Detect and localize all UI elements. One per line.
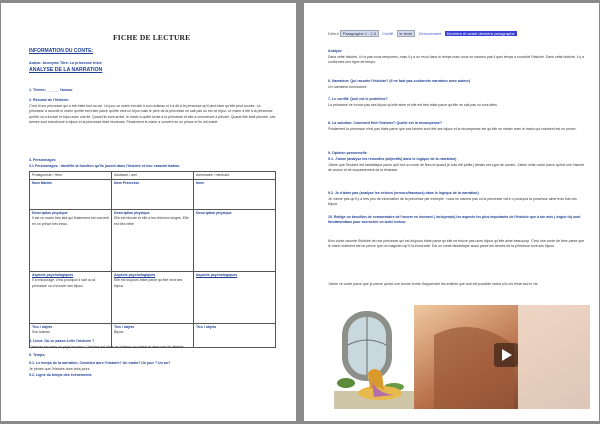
princess-illustration <box>334 305 426 409</box>
physical-label: Description physique <box>114 211 150 216</box>
toolbar-intro: Début <box>328 31 339 36</box>
answer-8: Finalement la princesse n'est pas triste parce que ses larmes sont été ses bijoux et la récompense est qu'elle se marier avec le marin qui vraiment est un prince. <box>328 127 577 131</box>
theme-line: 1. Thème: ______ l'amour <box>29 88 73 92</box>
analysis-heading: ANALYSE DE LA NARRATION <box>29 67 103 73</box>
author-line: Auteur: Anonyme Titre: La princesse triste <box>29 61 102 65</box>
question-7: 7. Le conflit: Quel est le problème? <box>328 97 388 101</box>
characters-heading: 3. Personnages <box>29 158 56 162</box>
tics-label: Tics / objets <box>32 325 53 330</box>
answer-9-2: Je n'aime pas qu'il y a très peu de information de la princesse par exemple : nous ne savons pas où la princesse vivre o pourquoi la princesse aime trois fois ces bijoux. <box>328 197 577 207</box>
princess-illustration-svg <box>334 305 426 409</box>
answer-9-1: J'aime que l'histoire est fantastique parce qu'il est un conte de fées et quand je suis été petite j'aimais ces type de contes. J'aime cette conte parce qu'est une histoire de amour et de surpassement de la tristesse. <box>328 163 585 173</box>
answer-10: Mon conte raconte l'histoire de une princesse qui est toujours triste parce qu'elle ne trouve pas unes bijoux qu'elle aime beaucoup. C'est une conte de fées parce que le marin vraiment est un prince que un magicien qu'il l'a ensorcelé. Est un conte fantastique aussi parce les larmes de la princesse sont ses bijoux. <box>328 239 585 249</box>
paragraph-chip[interactable]: Paragraphe 1 : 2.3 <box>340 30 379 37</box>
table-header-cell: Protagoniste / Héro <box>30 172 112 180</box>
physical-text: Il est un marin très laid qui finalement est converti en un prince très beau. <box>32 216 109 226</box>
summary-heading: 2. Résumé de l'histoire: <box>29 98 70 102</box>
physical-text: Elle est blonde et elle a les cheveux longes. Elle est très belle <box>114 216 189 226</box>
physical-label: Description physique <box>32 211 68 216</box>
characters-table <box>29 171 276 348</box>
table-header-cell: Adversaire / méchant <box>194 172 276 180</box>
text-chip[interactable]: le texte <box>397 30 416 37</box>
info-heading: INFORMATION DU CONTE: <box>29 48 94 54</box>
name-label: Nom Princesse <box>114 181 140 186</box>
physical-label: Description physique <box>196 211 232 216</box>
table-cell <box>194 180 276 210</box>
answer-6: Un narrateur omniscient. <box>328 85 368 89</box>
table-cell <box>194 210 276 272</box>
table-cell <box>194 272 276 324</box>
question-5-1: 5.1. Le temps de la narration. Combien dure l'histoire? Un matin? Un jour ? Un an? <box>29 361 171 365</box>
question-8: 8. La solution: Comment finit l'histoire? Quelle est la récompense? <box>328 121 443 125</box>
tics-label: Tics / objets <box>114 325 135 330</box>
table-header-cell: Assistant / ami <box>112 172 194 180</box>
answer-7: La princesse ne trouve pas ses bijoux qu'elle aime et elle est très triste parce qu'elle ne sait pas où sont-elles. <box>328 103 498 107</box>
toolbar-conflict: Conflit <box>382 31 394 36</box>
page-title: FICHE DE LECTURE <box>113 33 191 42</box>
table-cell <box>112 180 194 210</box>
psych-text: Elle est toujours triste parce qu'elle veut ses bijoux. <box>114 278 183 288</box>
table-cell <box>112 272 194 324</box>
question-9: 9. Opinion personnelle <box>328 151 367 155</box>
question-6: 6. Narrateur: Qui raconte l'histoire? (Il ne faut pas confondre narrateur avec auteur) <box>328 79 471 83</box>
answer-10-b: J'aime ce conte parce que je pense qu'est une bonne forme d'apprendre les enfants que tout est possible inclus si tu es triste tout le vie. <box>328 282 539 286</box>
question-10: 10. Rédige un brouillon de commentaire de l'œuvre en insérant ( incluyendo) les aspects les plus importants de l'histoire que à ton avis ( según tú) sont fondamentaux pour accrocher un autre lecteur. <box>328 215 581 225</box>
answer-5-1: Je pense que l'histoire dure trois jours <box>29 367 90 371</box>
question-9-1: 9.1. J'aime (analyse les réussites (adjectifs) dans le logique de la narration) <box>328 157 457 161</box>
table-header-row <box>30 172 276 180</box>
summary-text: C'est d'une princesse qui a été triste tout sa vie. Un jour un marin est allé à son château et il a dit à la princesse qu'il peut faire qu'elle peut sourire. La princesse a raconté le marin qu'elle est triste parce qu'elle veut un bijou mais le père de la princesse ne sait pas où est ce bijou. Le marin a été à la princesse qu'elle va a trouver le bijou avec une lie. Quand ils sont arrivé, le marin a quitté seule à la princesse et elle a commencé à pleurer. Quand elle était pleurée, ses larmes sont transformé à bijoux et la princesse était heureuse. Finalement le marin a converti en un prince et ils ont marié. <box>29 104 276 125</box>
tics-text: Bijoux <box>114 330 124 335</box>
video-thumbnail[interactable] <box>414 305 590 409</box>
table-row <box>30 272 276 324</box>
psych-label: Aspects psychologiques <box>196 273 238 278</box>
last-paragraph-chip[interactable]: Dernière et avant dernière paragraphe <box>446 31 515 36</box>
question-5-2: 5.2. Ligne du temps des événements <box>29 373 92 377</box>
question-4: 4. Lieux. Où se passe-t-elle l'histoire ? <box>29 339 95 343</box>
table-row <box>30 180 276 210</box>
analyse-heading: Analyse <box>328 49 342 53</box>
psych-label: Aspects psychologiques <box>32 273 74 278</box>
video-thumbnail-svg <box>414 305 590 409</box>
table-cell <box>30 272 112 324</box>
name-label: Nom <box>196 181 204 186</box>
psych-label: Aspects psychologiques <box>114 273 156 278</box>
toolbar-resolution: Dénouement <box>418 31 442 36</box>
table-cell <box>30 210 112 272</box>
characters-subheading: 3.1 Personnages : Identifie la fonction qu'ils jouent dans l'histoire et leur caractérisation. <box>29 164 181 168</box>
tics-label: Tics / objets <box>196 325 217 330</box>
answer-4: L'histoire est dans un pays inconnu. L'histoire est dans un château au cristal et dans une île déserte <box>29 345 184 349</box>
question-5: 5. Temps. <box>29 353 46 357</box>
timeline-toolbar <box>328 30 517 37</box>
table-row <box>30 210 276 272</box>
left-page <box>1 3 296 421</box>
table-cell <box>112 210 194 272</box>
analyse-text: Dans cette histoire, il n'a pas trous temporels, mais il y a un recul dans le temps mais nous ne savions pas il quel temps a succédé l'histoire. Dans cette histoire, il y a conformes une ligne de temps. <box>328 55 584 65</box>
tics-text: Son bateau <box>32 330 50 335</box>
right-page <box>304 3 599 421</box>
question-9-2: 9.2. Je n'aime pas (analyse les échecs (erreurs/fracasos) dans le logique de la narration) <box>328 191 479 195</box>
psych-text: Il a encouragé, c'est pourquoi il sait ou la princesse va a trouver ses bijoux. <box>32 278 96 288</box>
table-cell <box>30 180 112 210</box>
name-label: Nom Marine <box>32 181 53 186</box>
